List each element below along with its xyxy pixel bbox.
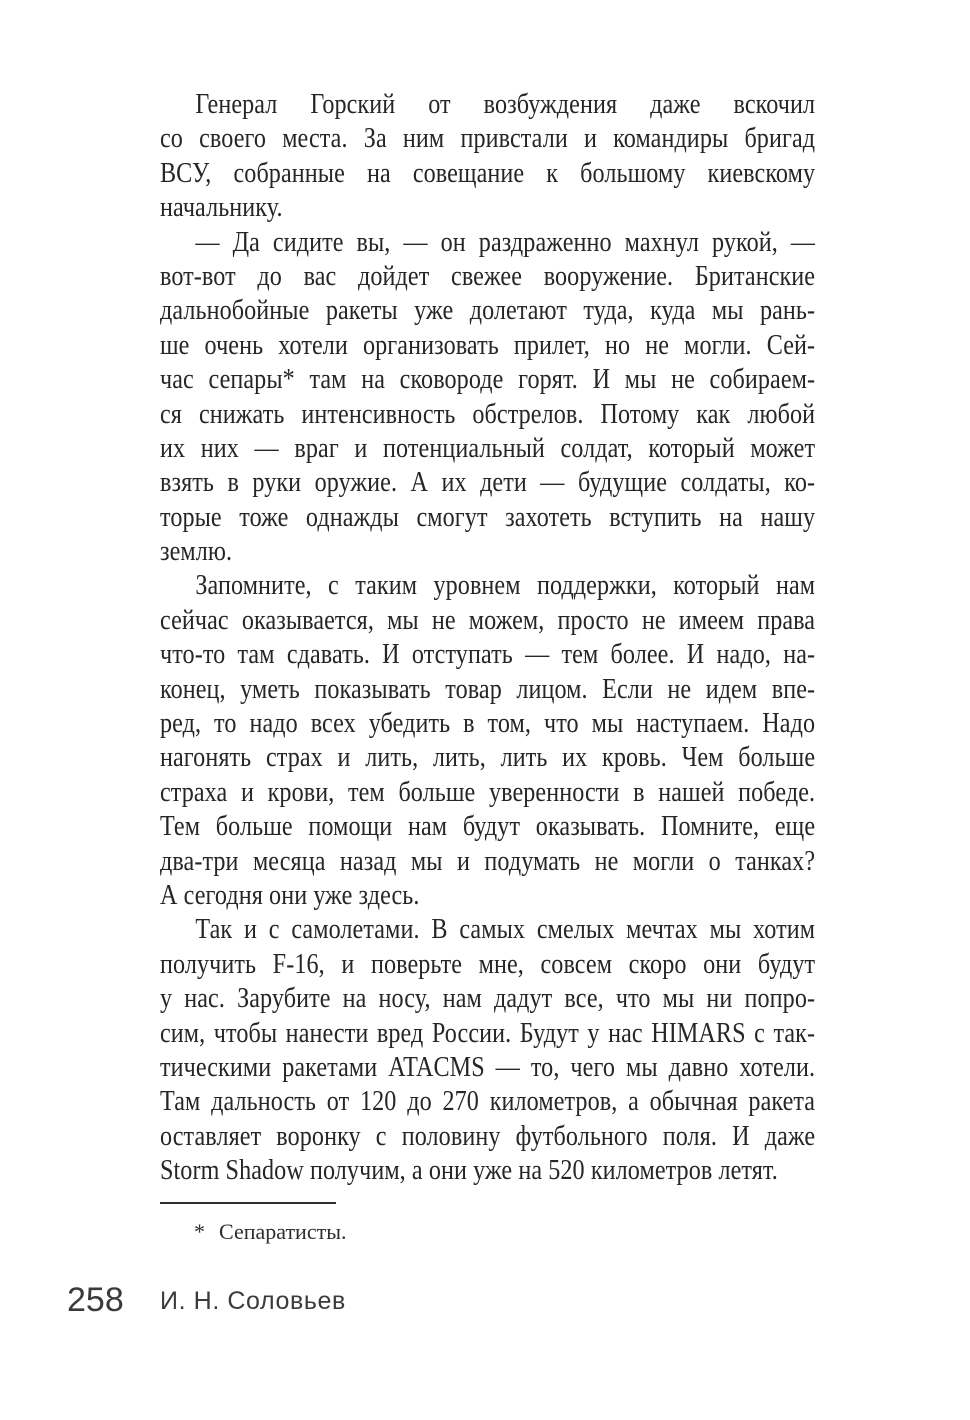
footnote-text: Сепаратисты.: [219, 1219, 347, 1244]
footnote-separator: [160, 1202, 336, 1204]
text-line: начальнику.: [160, 192, 283, 224]
paragraph: [160, 226, 815, 570]
page-number: 258: [67, 1281, 124, 1319]
text-line: Storm Shadow получим, а они уже на 520 километров летят.: [160, 1155, 778, 1187]
text-line: — Да сидите вы, — он раздраженно махнул рукой, —: [195, 226, 816, 258]
text-line: оставляет воронку с половину футбольного поля. И даже: [160, 1120, 816, 1152]
text-line: ред, то надо всех убедить в том, что мы наступаем. Надо: [160, 708, 816, 740]
text-line: сейчас оказывается, мы не можем, просто не имеем права: [160, 604, 816, 636]
text-line: ВСУ, собранные на совещание к большому киевскому: [160, 157, 816, 189]
paragraph: [160, 569, 815, 913]
text-line: получить F-16, и поверьте мне, совсем скоро они будут: [160, 948, 816, 980]
text-line: со своего места. За ним привстали и командиры бригад: [160, 123, 816, 155]
text-line: нагонять страх и лить, лить, лить их кровь. Чем больше: [160, 742, 816, 774]
paragraph: [160, 88, 815, 226]
text-line: взять в руки оружие. А их дети — будущие солдаты, ко-: [160, 467, 816, 499]
text-line: страха и крови, тем больше уверенности в нашей победе.: [160, 776, 816, 808]
text-line: вот-вот до вас дойдет свежее вооружение. Британские: [160, 260, 816, 292]
text-line: что-то там сдавать. И отступать — тем более. И надо, на-: [160, 639, 816, 671]
paragraph: [160, 913, 815, 1188]
running-author: И. Н. Соловьев: [160, 1287, 346, 1315]
text-line: Так и с самолетами. В самых смелых мечтах мы хотим: [195, 914, 816, 946]
text-line: два-три месяца назад мы и подумать не могли о танках?: [160, 845, 816, 877]
text-line: А сегодня они уже здесь.: [160, 879, 420, 911]
text-line: дальнобойные ракеты уже долетают туда, куда мы рань-: [160, 295, 816, 327]
text-line: ся снижать интенсивность обстрелов. Потому как любой: [160, 398, 816, 430]
text-line: Запомните, с таким уровнем поддержки, который нам: [195, 570, 816, 602]
text-line: сим, чтобы нанести вред России. Будут у нас HIMARS с так-: [160, 1017, 816, 1049]
text-line: Там дальность от 120 до 270 километров, а обычная ракета: [160, 1086, 816, 1118]
footnote-marker: *: [194, 1219, 205, 1244]
text-line: землю.: [160, 536, 233, 568]
text-line: ше очень хотели организовать прилет, но не могли. Сей-: [160, 329, 816, 361]
text-line: тическими ракетами ATACMS — то, чего мы давно хотели.: [160, 1051, 816, 1083]
text-line: конец, уметь показывать товар лицом. Если не идем впе-: [160, 673, 816, 705]
text-line: торые тоже однажды смогут захотеть вступить на нашу: [160, 501, 816, 533]
text-line: Тем больше помощи нам будут оказывать. Помните, еще: [160, 811, 816, 843]
text-line: у нас. Зарубите на носу, нам дадут все, что мы ни попро-: [160, 983, 816, 1015]
footnote: [160, 1218, 849, 1246]
text-line: час сепары* там на сковороде горят. И мы не собираем-: [160, 364, 816, 396]
text-line: Генерал Горский от возбуждения даже вскочил: [195, 89, 816, 120]
page-text: [160, 88, 815, 1189]
text-line: их них — враг и потенциальный солдат, который может: [160, 432, 816, 464]
